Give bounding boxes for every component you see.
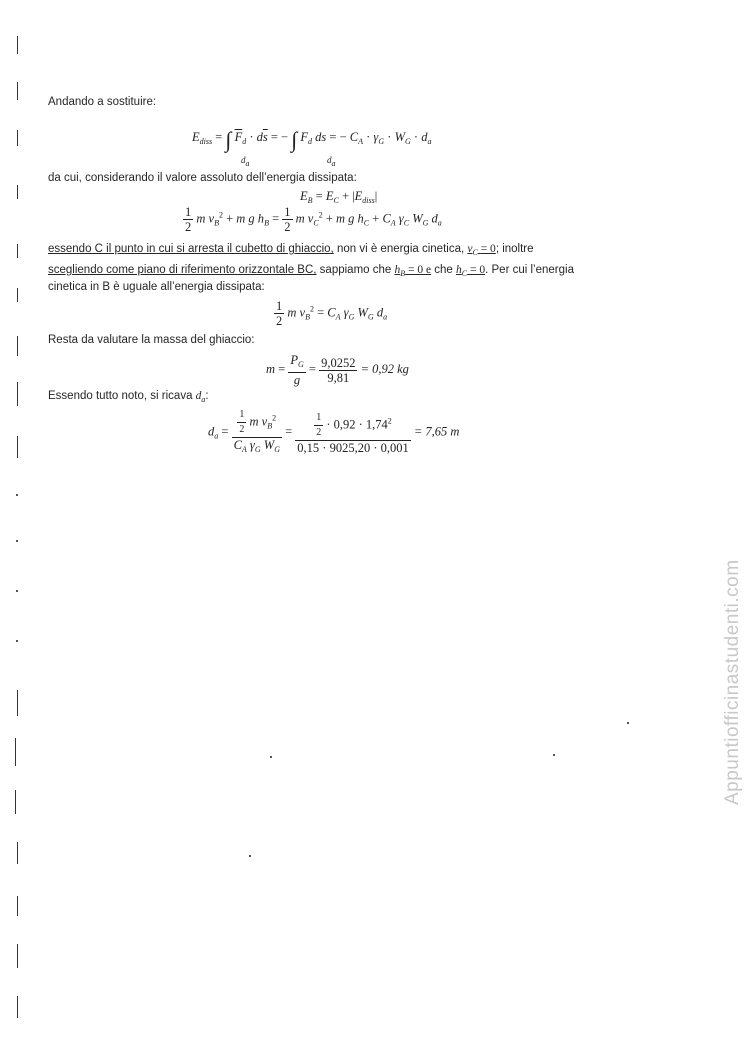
scan-mark <box>15 790 16 814</box>
scan-mark <box>17 842 18 864</box>
inline-formula: $v_C = 0$ <box>467 243 496 257</box>
inline-formula: $h_B = 0$ e <box>394 264 432 278</box>
text-line: Andando a sostituire: <box>48 96 157 108</box>
integral-limit: da <box>241 155 250 168</box>
text-line: essendo C il punto in cui si arresta il cubetto di ghiaccio, non vi è energia cinetica, $v_C = 0$; inoltre <box>48 243 534 257</box>
scan-mark <box>17 288 18 302</box>
equation-mass: m = $\frac{P_G}{g}$ = $\frac{9,0252}{9,81}$ = 0,92 kg <box>266 353 409 387</box>
scan-dot <box>16 494 18 496</box>
underlined-text: essendo C il punto in cui si arresta il cubetto di ghiaccio, <box>48 243 334 255</box>
scan-mark <box>17 130 18 146</box>
scan-dot <box>16 590 18 592</box>
scan-mark <box>17 690 18 716</box>
equation-energy-balance: $E_B = E_C + |E_{diss}|$ <box>300 189 378 205</box>
scan-dot <box>16 540 18 542</box>
text-line: scegliendo come piano di riferimento orizzontale BC, sappiamo che $h_B = 0$ e che $h_C = 0$. Per cui l’energia <box>48 264 574 278</box>
underlined-text: scegliendo come piano di riferimento orizzontale BC, <box>48 264 317 276</box>
text-line: Resta da valutare la massa del ghiaccio: <box>48 334 255 346</box>
scan-mark <box>17 896 18 916</box>
integral-limit: da <box>327 155 336 168</box>
scan-mark <box>17 996 18 1018</box>
scan-dot <box>249 855 251 857</box>
scan-mark <box>17 944 18 968</box>
scan-dot <box>270 756 272 758</box>
text-line: cinetica in B è uguale all’energia dissipata: <box>48 281 265 293</box>
scan-mark <box>17 382 18 406</box>
scan-mark <box>17 436 18 458</box>
watermark-text: Appuntiofficinastudenti.com <box>722 559 743 805</box>
equation-ediss: $E_{diss}$ = ∫ $\overline{F}_d \cdot d\overline{s}$ = − ∫ $F_d$ ds = − $C_A \cdot \gamma_G \cdot W_G \cdot d_a$ <box>192 127 432 152</box>
inline-formula: $h_C = 0$ <box>456 264 486 278</box>
scan-mark <box>17 36 18 54</box>
equation-da: $d_a$ = $\frac{1}{2}$ m $v_B^2$ $C_A$ $\gamma_G$ $W_G$ = $\frac{1}{2}$ · $0,92 \cdot 1,74^2$ 0,15 · 9025,20 · 0,001 = 7,65 m <box>208 409 460 455</box>
equation-energy-expanded: $\frac{1}{2}$ m $v_B^2 + m$ g $h_B$ = $\frac{1}{2}$ m $v_C^2 + m$ g $h_C + C_A$ $\gamma_C$ $W_G$ $d_a$ <box>185 205 442 234</box>
scan-mark <box>17 185 18 199</box>
scan-dot <box>553 754 555 756</box>
scan-mark <box>17 82 18 100</box>
text-line: Essendo tutto noto, si ricava $d_a$: <box>48 390 209 404</box>
scan-mark <box>15 738 16 766</box>
scan-mark <box>17 244 18 258</box>
text-line: da cui, considerando il valore assoluto dell’energia dissipata: <box>48 172 357 184</box>
scan-mark <box>17 336 18 356</box>
scan-dot <box>627 722 629 724</box>
inline-formula: $d_a$ <box>195 390 206 404</box>
scan-dot <box>16 640 18 642</box>
equation-kinetic-dissipated: $\frac{1}{2}$ m $v_B^2 = C_A$ $\gamma_G$ $W_G$ $d_a$ <box>276 299 388 328</box>
